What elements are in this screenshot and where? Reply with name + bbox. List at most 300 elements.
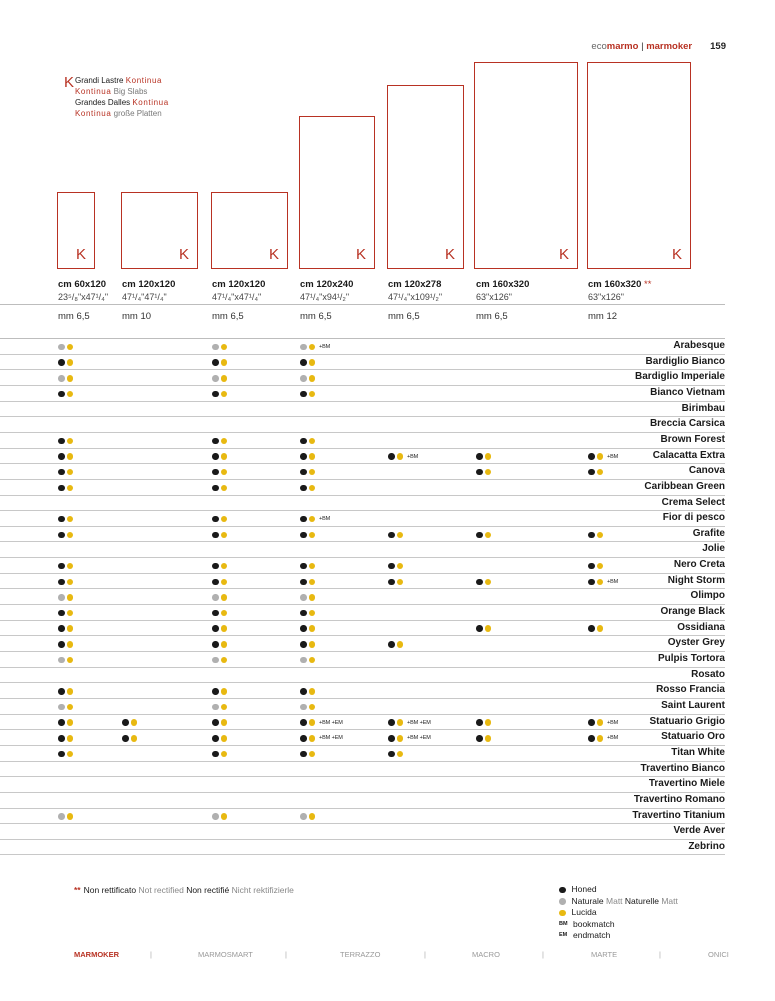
honed-dot-icon [300,391,307,398]
lucida-dot-icon [397,735,404,742]
lucida-dot-icon [485,469,492,476]
table-row [0,370,725,386]
product-name: Rosato [691,668,725,680]
naturale-dot-icon [58,813,65,820]
product-name: Verde Aver [673,825,725,837]
lucida-dot-icon [309,344,316,351]
lucida-dot-icon [221,704,228,711]
honed-dot-icon [58,359,65,366]
lucida-dot-icon [67,563,74,570]
honed-dot-icon [300,438,307,445]
finish-cell [300,437,315,445]
kontinua-k-icon: K [64,74,75,91]
lucida-dot-icon [221,438,228,445]
lucida-dot-icon [309,657,316,664]
finish-cell [58,609,73,617]
honed-dot-icon [212,688,219,695]
honed-dot-icon [476,719,483,726]
honed-dot-icon [212,625,219,632]
honed-dot-icon [588,453,595,460]
thickness-label: mm 6,5 [300,311,332,322]
product-name: Brown Forest [660,433,725,445]
finish-cell [58,343,73,351]
lucida-dot-icon [221,359,228,366]
lucida-dot-icon [397,579,404,586]
nav-marmoker[interactable]: MARMOKER [74,950,119,959]
slab-k-icon: K [671,246,682,263]
finish-cell [122,734,137,742]
lucida-dot-icon [221,751,228,758]
lucida-dot-icon [67,657,74,664]
table-row [0,449,725,465]
finish-cell [58,531,73,539]
finish-cell [388,734,431,742]
finish-cell [212,453,227,461]
nav-separator: | [285,950,287,959]
match-note: +BM [607,453,619,460]
naturale-dot-icon [212,657,219,664]
lucida-dot-icon [67,688,74,695]
nav-marte[interactable]: MARTE [591,950,618,959]
finish-cell [212,593,227,601]
slab-k-icon: K [355,246,366,263]
honed-dot-icon [58,453,65,460]
honed-dot-icon [300,579,307,586]
lucida-dot-icon [397,751,404,758]
lucida-dot-icon [309,735,316,742]
honed-dot-icon [300,610,307,617]
honed-dot-icon [476,453,483,460]
legend-endmatch: EM endmatch [559,930,611,941]
nav-separator: | [542,950,544,959]
honed-dot-icon [388,751,395,758]
lucida-dot-icon [67,813,74,820]
finish-cell [58,359,73,367]
product-name: Bianco Vietnam [650,386,725,398]
finish-cell [212,687,227,695]
lucida-dot-icon [309,516,316,523]
finish-cell [58,734,73,742]
honed-dot-icon [588,469,595,476]
lucida-dot-icon [309,375,316,382]
finish-cell [300,531,315,539]
finish-cell [300,515,330,523]
lucida-dot-icon [221,610,228,617]
lucida-dot-icon [221,813,228,820]
lucida-dot-icon [221,453,228,460]
finish-cell [58,468,73,476]
product-name: Titan White [671,746,725,758]
slab-160x320 [474,62,578,269]
legend-line-de: Kontinua große Platten [75,109,162,118]
product-name: Night Storm [667,574,725,586]
lucida-dot-icon [597,579,604,586]
lucida-dot-icon [67,375,74,382]
lucida-dot-icon [309,563,316,570]
naturale-dot-icon [58,657,65,664]
table-row [0,840,725,856]
footnote: ** Non rettificato Not rectified Non rectifié Nicht rektifizierle [74,885,294,895]
product-name: Caribbean Green [644,480,725,492]
finish-cell [388,578,403,586]
table-row [0,793,725,809]
finish-cell [300,484,315,492]
match-note: +BM [607,735,619,742]
lucida-dot-icon [309,813,316,820]
lucida-dot-icon [131,719,138,726]
lucida-dot-icon [221,641,228,648]
lucida-dot-icon [309,594,316,601]
legend-line-fr: Grandes Dalles Kontinua [75,98,169,107]
product-name: Travertino Titanium [632,809,725,821]
naturale-dot-icon [212,594,219,601]
nav-macro[interactable]: MACRO [472,950,500,959]
honed-dot-icon [300,735,307,742]
naturale-dot-icon [58,375,65,382]
lucida-dot-icon [309,719,316,726]
honed-dot-icon [212,438,219,445]
finish-cell [58,750,73,758]
finish-cell [58,453,73,461]
thickness-label: mm 6,5 [58,311,90,322]
finish-legend [559,884,678,942]
finish-cell [388,531,403,539]
product-name: Ossidiana [677,621,725,633]
table-row [0,402,725,418]
honed-dot-icon [476,469,483,476]
table-row [0,730,725,746]
slab-k-icon: K [558,246,569,263]
table-row [0,386,725,402]
table-row [0,464,725,480]
honed-dot-icon [58,485,65,492]
honed-dot-icon [388,563,395,570]
finish-cell [300,750,315,758]
honed-dot-icon [588,579,595,586]
honed-dot-icon [388,641,395,648]
lucida-dot-icon [67,594,74,601]
honed-dot-icon [58,532,65,539]
naturale-dot-icon [300,813,307,820]
lucida-dot-icon [67,641,74,648]
match-note: +BM +EM [319,735,343,742]
finish-cell [300,343,330,351]
honed-dot-icon [476,625,483,632]
lucida-dot-icon [309,704,316,711]
table-row [0,511,725,527]
honed-dot-icon [122,719,129,726]
product-name: Travertino Romano [633,793,725,805]
lucida-dot-icon [309,625,316,632]
thickness-label: mm 12 [588,311,618,322]
lucida-dot-icon [559,910,566,917]
lucida-dot-icon [309,751,316,758]
finish-cell [58,578,73,586]
honed-dot-icon [388,579,395,586]
product-name: Calacatta Extra [652,449,725,461]
lucida-dot-icon [67,344,74,351]
finish-cell [212,813,227,821]
lucida-dot-icon [67,359,74,366]
finish-cell [588,531,603,539]
honed-dot-icon [300,751,307,758]
lucida-dot-icon [597,469,604,476]
thickness-label: mm 6,5 [388,311,420,322]
naturale-dot-icon [212,813,219,820]
finish-cell [588,625,603,633]
naturale-dot-icon [300,375,307,382]
honed-dot-icon [212,391,219,398]
finish-cell [476,453,491,461]
lucida-dot-icon [397,641,404,648]
lucida-dot-icon [397,719,404,726]
honed-dot-icon [476,579,483,586]
lucida-dot-icon [309,469,316,476]
lucida-dot-icon [67,438,74,445]
honed-dot-icon [212,485,219,492]
product-name: Crema Select [661,496,725,508]
lucida-dot-icon [309,532,316,539]
lucida-dot-icon [67,719,74,726]
honed-dot-icon [212,563,219,570]
lucida-dot-icon [485,532,492,539]
naturale-dot-icon [300,594,307,601]
product-name: Bardiglio Bianco [645,355,725,367]
finish-cell [212,374,227,382]
finish-cell [476,531,491,539]
table-row [0,355,725,371]
lucida-dot-icon [309,359,316,366]
finish-cell [212,531,227,539]
honed-dot-icon [212,719,219,726]
lucida-dot-icon [485,735,492,742]
finish-cell [588,719,618,727]
product-name: Pulpis Tortora [657,653,725,664]
format-label: cm 160x320 63"x126" [476,279,530,302]
finish-cell [212,703,227,711]
table-row [0,636,725,652]
finish-cell [388,640,403,648]
product-name: Statuario Oro [661,731,725,743]
honed-dot-icon [300,688,307,695]
finish-cell [58,703,73,711]
lucida-dot-icon [485,579,492,586]
finish-cell [300,562,315,570]
kontinua-legend [64,75,169,119]
honed-dot-icon [300,719,307,726]
finish-cell [212,359,227,367]
honed-dot-icon [588,625,595,632]
finish-cell [212,640,227,648]
slab-120x240 [299,116,375,269]
honed-dot-icon [300,469,307,476]
slab-120x120-10 [121,192,198,269]
table-row [0,699,725,715]
legend-bookmatch: BM bookmatch [559,918,615,929]
lucida-dot-icon [67,469,74,476]
honed-dot-icon [58,516,65,523]
finish-cell [388,453,418,461]
honed-dot-icon [58,719,65,726]
lucida-dot-icon [67,453,74,460]
lucida-dot-icon [597,625,604,632]
finish-cell [588,578,618,586]
nav-separator: | [150,950,152,959]
table-row [0,715,725,731]
lucida-dot-icon [309,485,316,492]
lucida-dot-icon [221,469,228,476]
format-label: cm 120x120 47¹/₄"x47¹/₄" [212,279,266,302]
honed-dot-icon [212,469,219,476]
honed-dot-icon [388,719,395,726]
finish-cell [476,468,491,476]
lucida-dot-icon [67,751,74,758]
honed-dot-icon [212,610,219,617]
honed-dot-icon [388,532,395,539]
lucida-dot-icon [67,579,74,586]
table-row [0,480,725,496]
finish-cell [58,515,73,523]
match-note: +BM [319,344,331,350]
product-name: Grafite [692,527,725,539]
nav-terrazzo[interactable]: TERRAZZO [340,950,381,959]
lucida-dot-icon [67,391,74,398]
finish-cell [476,625,491,633]
finish-cell [300,374,315,382]
lucida-dot-icon [309,453,316,460]
page-header [591,41,726,52]
naturale-dot-icon [300,704,307,711]
table-row [0,668,725,684]
honed-dot-icon [388,453,395,460]
finish-cell [212,656,227,664]
honed-dot-icon [212,579,219,586]
lucida-dot-icon [67,735,74,742]
table-row [0,777,725,793]
slab-k-icon: K [75,246,86,263]
finish-cell [588,453,618,461]
lucida-dot-icon [597,563,604,570]
honed-dot-icon [300,516,307,523]
lucida-dot-icon [67,532,74,539]
format-label: cm 60x120 23⁵/₈"x47¹/₄" [58,279,109,302]
table-row [0,558,725,574]
thickness-label: mm 6,5 [212,311,244,322]
lucida-dot-icon [221,532,228,539]
finish-cell [300,719,343,727]
honed-dot-icon [300,625,307,632]
brand-name: ecomarmo | marmoker [591,41,693,52]
product-name: Statuario Grigio [649,715,725,727]
product-name: Canova [688,465,725,477]
finish-cell [476,734,491,742]
honed-dot-icon [300,532,307,539]
finish-cell [212,515,227,523]
naturale-dot-icon [58,344,65,351]
finish-cell [58,437,73,445]
honed-dot-icon [212,516,219,523]
finish-cell [58,813,73,821]
honed-dot-icon [58,391,65,398]
lucida-dot-icon [221,719,228,726]
finish-cell [212,343,227,351]
nav-marmosmart[interactable]: MARMOSMART [198,950,253,959]
finish-cell [300,656,315,664]
naturale-dot-icon [212,344,219,351]
lucida-dot-icon [597,453,604,460]
finish-cell [212,390,227,398]
finish-cell [212,562,227,570]
finish-cell [122,719,137,727]
slab-160x320-12 [587,62,691,269]
honed-dot-icon [58,438,65,445]
honed-dot-icon [300,359,307,366]
lucida-dot-icon [221,391,228,398]
table-row [0,652,725,668]
finish-cell [300,359,315,367]
finish-cell [300,390,315,398]
match-note: +BM +EM [407,719,431,726]
honed-dot-icon [588,719,595,726]
lucida-dot-icon [221,516,228,523]
product-name: Breccia Carsica [649,418,725,430]
legend-line-en: Kontinua Big Slabs [75,87,148,96]
slab-k-icon: K [444,246,455,263]
finish-cell [58,687,73,695]
finish-cell [388,719,431,727]
finish-cell [58,625,73,633]
table-row [0,417,725,433]
honed-dot-icon [58,641,65,648]
slab-120x278 [387,85,464,269]
lucida-dot-icon [67,625,74,632]
naturale-dot-icon [58,594,65,601]
finish-cell [58,562,73,570]
honed-dot-icon [212,641,219,648]
finish-cell [588,562,603,570]
table-row [0,339,725,355]
table-row [0,589,725,605]
table-row [0,762,725,778]
lucida-dot-icon [221,625,228,632]
legend-line-it: Grandi Lastre Kontinua [75,76,163,85]
finish-cell [212,484,227,492]
finish-cell [300,625,315,633]
lucida-dot-icon [221,735,228,742]
lucida-dot-icon [597,532,604,539]
lucida-dot-icon [67,485,74,492]
table-row [0,809,725,825]
finish-cell [476,578,491,586]
finish-cell [58,593,73,601]
product-name: Jolie [702,543,725,555]
finish-cell [300,813,315,821]
table-row [0,683,725,699]
nav-onici[interactable]: ONICI [708,950,729,959]
slab-k-icon: K [268,246,279,263]
thickness-label: mm 6,5 [476,311,508,322]
finish-cell [476,719,491,727]
table-row [0,574,725,590]
nav-separator: | [659,950,661,959]
lucida-dot-icon [221,594,228,601]
naturale-dot-icon [212,704,219,711]
product-name: Bardiglio Imperiale [634,371,725,383]
finish-cell [212,578,227,586]
lucida-dot-icon [221,375,228,382]
product-name: Travertino Bianco [640,762,725,774]
lucida-dot-icon [67,610,74,617]
